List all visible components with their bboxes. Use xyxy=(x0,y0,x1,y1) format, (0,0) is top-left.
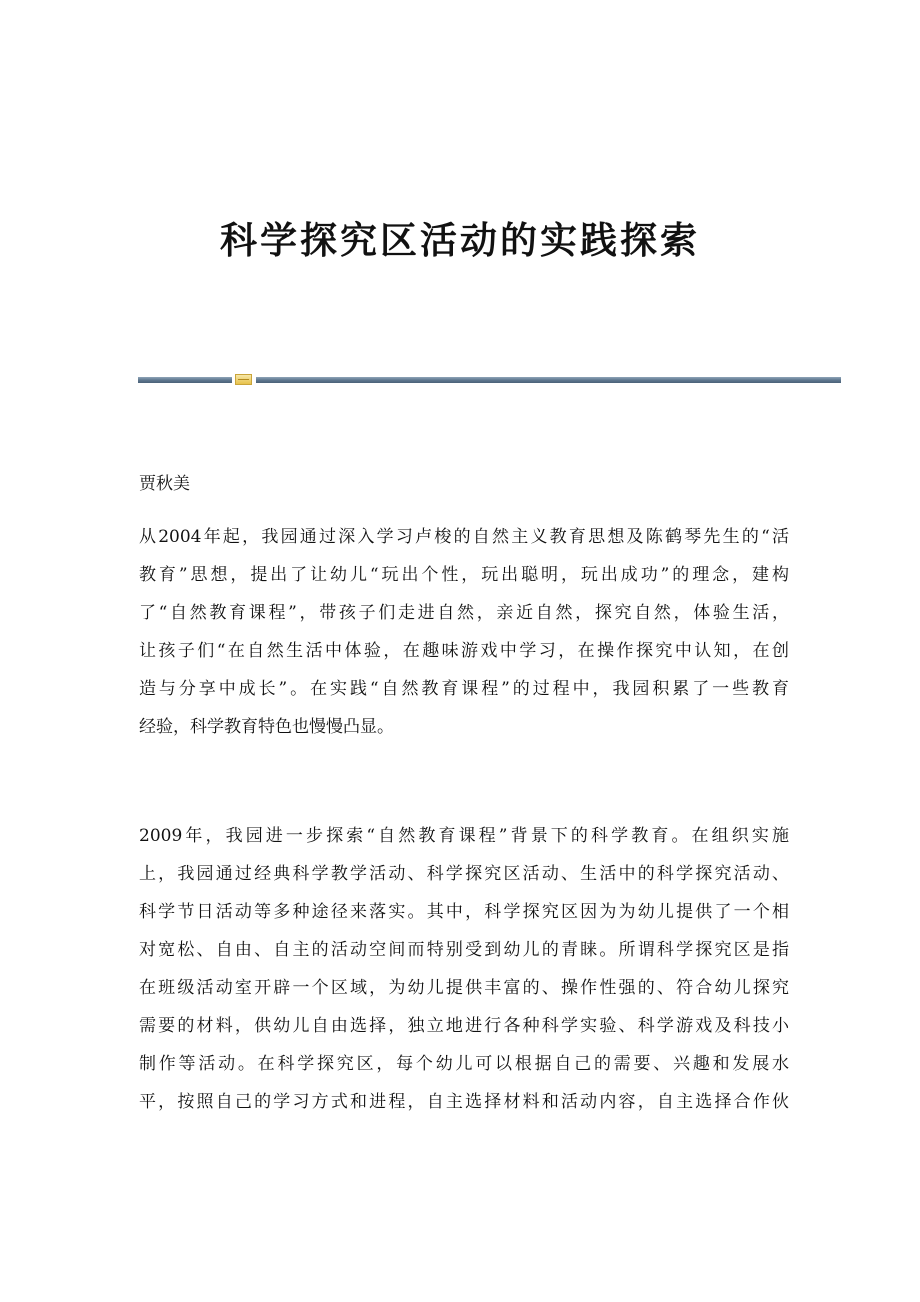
paragraph-line: 了“自然教育课程”，带孩子们走进自然，亲近自然，探究自然，体验生活， xyxy=(139,603,789,623)
paragraph-line: 经验，科学教育特色也慢慢凸显。 xyxy=(139,717,394,737)
paragraph-line: 教育”思想，提出了让幼儿“玩出个性，玩出聪明，玩出成功”的理念，建构 xyxy=(139,565,789,585)
paragraph-line: 需要的材料，供幼儿自由选择，独立地进行各种科学实验、科学游戏及科技小 xyxy=(139,1016,789,1036)
paragraph-line: 上，我园通过经典科学教学活动、科学探究区活动、生活中的科学探究活动、 xyxy=(139,864,789,884)
title-divider xyxy=(138,374,841,384)
paragraph-line: 科学节日活动等多种途径来落实。其中，科学探究区因为为幼儿提供了一个相 xyxy=(139,902,789,922)
author-name: 贾秋美 xyxy=(139,474,190,494)
paragraph-1 xyxy=(139,518,789,746)
paragraph-line: 2009年，我园进一步探索“自然教育课程”背景下的科学教育。在组织实施 xyxy=(139,826,789,846)
paragraph-line: 对宽松、自由、自主的活动空间而特别受到幼儿的青睐。所谓科学探究区是指 xyxy=(139,940,789,960)
envelope-icon xyxy=(235,374,252,385)
paragraph-line: 平，按照自己的学习方式和进程，自主选择材料和活动内容，自主选择合作伙 xyxy=(139,1092,789,1112)
paragraph-line: 造与分享中成长”。在实践“自然教育课程”的过程中，我园积累了一些教育 xyxy=(139,679,789,699)
paragraph-line: 在班级活动室开辟一个区域，为幼儿提供丰富的、操作性强的、符合幼儿探究 xyxy=(139,978,789,998)
paragraph-2 xyxy=(139,817,789,1121)
divider-bar-right xyxy=(256,377,841,383)
divider-bar-left xyxy=(138,377,232,383)
paragraph-line: 从2004年起，我园通过深入学习卢梭的自然主义教育思想及陈鹤琴先生的“活 xyxy=(139,527,789,547)
paragraph-line: 让孩子们“在自然生活中体验，在趣味游戏中学习，在操作探究中认知，在创 xyxy=(139,641,789,661)
paragraph-line: 制作等活动。在科学探究区，每个幼儿可以根据自己的需要、兴趣和发展水 xyxy=(139,1054,789,1074)
document-title: 科学探究区活动的实践探索 xyxy=(220,218,700,262)
